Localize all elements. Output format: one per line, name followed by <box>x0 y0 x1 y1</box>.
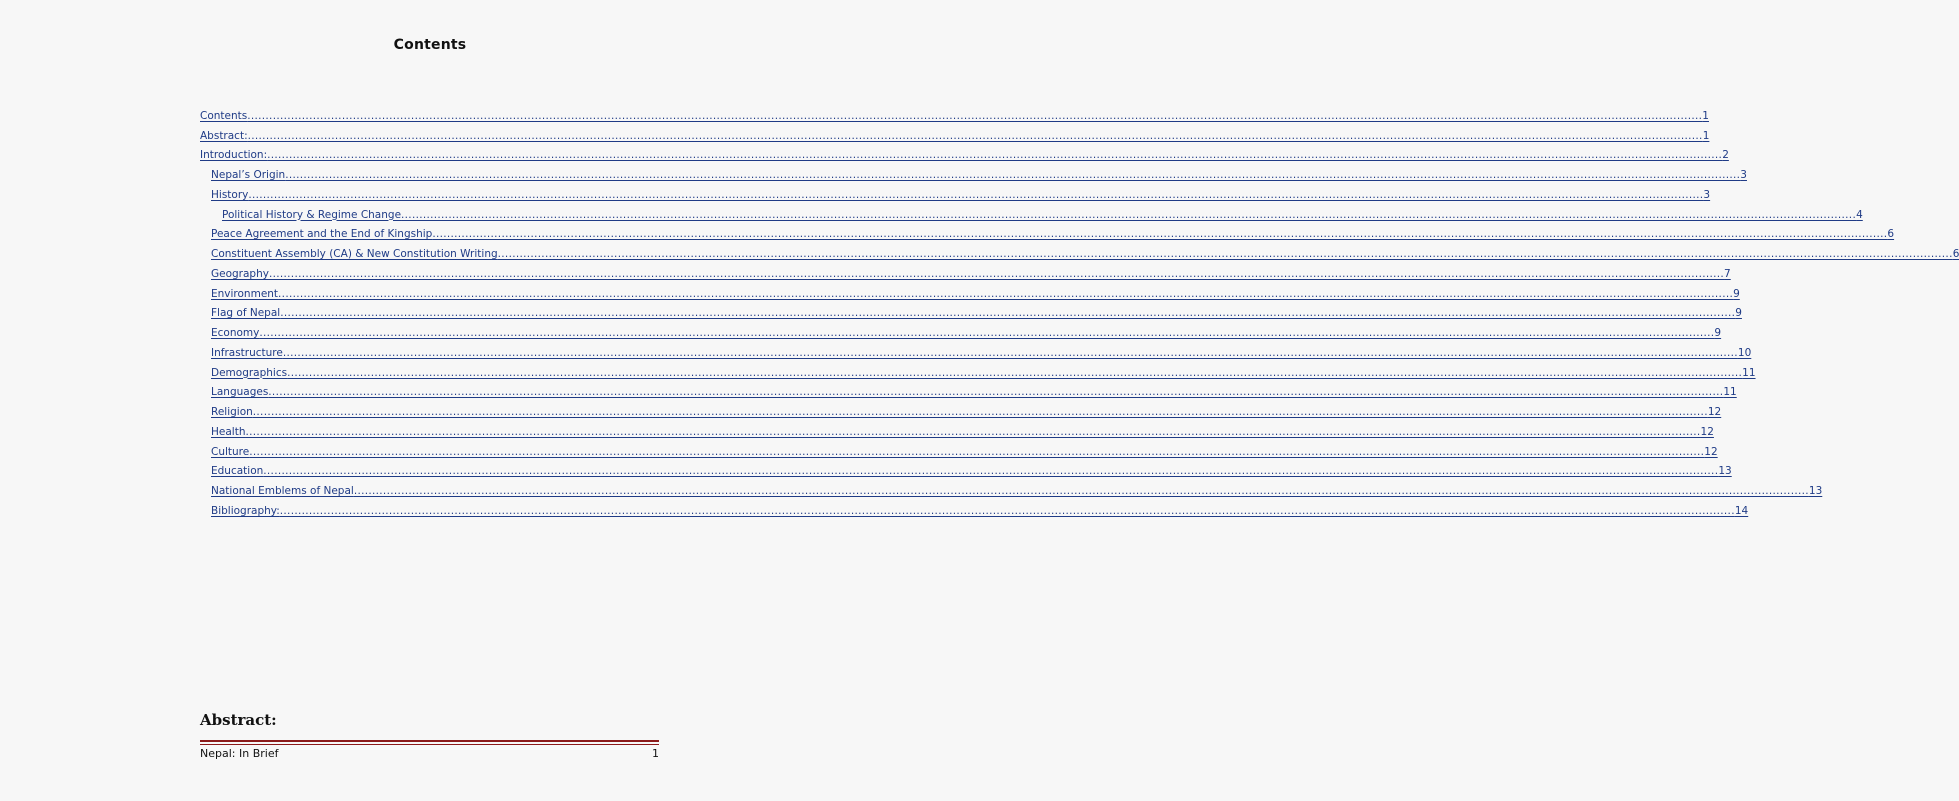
toc-entry[interactable] <box>200 478 1823 498</box>
toc-entry-label[interactable]: Bibliography: <box>211 504 280 517</box>
toc-page-number[interactable]: 6 <box>1887 228 1895 241</box>
toc-dot-leader: ................................................................................................................................................................................................................................................................................................................................................................................................................ <box>268 267 1725 280</box>
toc-dot-leader: ................................................................................................................................................................................................................................................................................................................................................................................................................ <box>287 366 1743 379</box>
toc-entry-label[interactable]: Nepal’s Origin <box>211 169 286 181</box>
toc-dot-leader: ................................................................................................................................................................................................................................................................................................................................................................................................................ <box>497 248 1953 260</box>
toc-entry[interactable] <box>200 241 1959 261</box>
toc-page-number[interactable]: 11 <box>1742 366 1756 379</box>
toc-page-number[interactable]: 1 <box>1702 129 1710 142</box>
toc-entry[interactable] <box>200 281 1740 301</box>
toc-entry-label[interactable]: National Emblems of Nepal <box>211 485 354 497</box>
toc-entry-label[interactable]: Introduction: <box>200 149 268 162</box>
toc-entry-label[interactable]: Economy <box>211 327 260 339</box>
toc-dot-leader: ................................................................................................................................................................................................................................................................................................................................................................................................................ <box>279 504 1735 517</box>
toc-dot-leader: ................................................................................................................................................................................................................................................................................................................................................................................................................ <box>259 327 1715 339</box>
toc-entry-label[interactable]: Infrastructure <box>211 346 283 359</box>
toc-entry[interactable] <box>200 360 1756 380</box>
toc-entry-label[interactable]: Peace Agreement and the End of Kingship <box>211 228 433 241</box>
toc-entry[interactable] <box>200 459 1732 479</box>
toc-dot-leader: ................................................................................................................................................................................................................................................................................................................................................................................................................ <box>245 425 1701 438</box>
toc-entry-label[interactable]: Contents <box>200 109 248 122</box>
toc-page-number[interactable]: 12 <box>1707 406 1722 418</box>
toc-page-number[interactable]: 13 <box>1808 485 1823 497</box>
toc-page-number[interactable]: 10 <box>1737 346 1752 359</box>
toc-page-number[interactable]: 7 <box>1724 267 1731 280</box>
toc-entry[interactable] <box>200 419 1714 439</box>
toc-entry[interactable] <box>200 301 1742 321</box>
toc-dot-leader: ................................................................................................................................................................................................................................................................................................................................................................................................................ <box>401 208 1857 221</box>
toc-page-number[interactable]: 1 <box>1702 109 1709 122</box>
toc-entry-label[interactable]: Religion <box>211 406 253 418</box>
toc-dot-leader: ................................................................................................................................................................................................................................................................................................................................................................................................................ <box>247 129 1703 142</box>
footer-page-number: 1 <box>652 747 659 760</box>
toc-entry[interactable] <box>200 103 1709 123</box>
toc-page-number[interactable]: 3 <box>1703 188 1711 201</box>
table-of-contents <box>200 103 1959 518</box>
footer-rule-thin <box>200 744 659 745</box>
toc-dot-leader: ................................................................................................................................................................................................................................................................................................................................................................................................................ <box>282 346 1738 359</box>
toc-page-number[interactable]: 2 <box>1722 149 1729 162</box>
toc-dot-leader: ................................................................................................................................................................................................................................................................................................................................................................................................................ <box>248 188 1704 201</box>
footer-rule <box>200 740 659 742</box>
toc-entry-label[interactable]: Constituent Assembly (CA) & New Constitution Writing <box>211 248 498 260</box>
toc-page-number[interactable]: 12 <box>1700 425 1714 438</box>
toc-page-number[interactable]: 13 <box>1718 465 1732 478</box>
toc-dot-leader: ................................................................................................................................................................................................................................................................................................................................................................................................................ <box>268 386 1724 399</box>
toc-entry[interactable] <box>200 399 1722 419</box>
toc-entry[interactable] <box>200 123 1710 143</box>
toc-entry[interactable] <box>200 222 1895 242</box>
toc-entry[interactable] <box>200 162 1747 182</box>
toc-page-number[interactable]: 9 <box>1735 307 1742 320</box>
toc-entry[interactable] <box>200 439 1718 459</box>
toc-entry[interactable] <box>200 320 1722 340</box>
abstract-heading: Abstract: <box>200 711 277 729</box>
toc-page-number[interactable]: 9 <box>1733 287 1740 300</box>
toc-entry[interactable] <box>200 261 1731 281</box>
page-title: Contents <box>393 37 467 53</box>
toc-page-number[interactable]: 4 <box>1856 208 1863 221</box>
toc-dot-leader: ................................................................................................................................................................................................................................................................................................................................................................................................................ <box>249 445 1705 458</box>
toc-entry[interactable] <box>200 143 1729 163</box>
toc-dot-leader: ................................................................................................................................................................................................................................................................................................................................................................................................................ <box>252 406 1708 418</box>
toc-dot-leader: ................................................................................................................................................................................................................................................................................................................................................................................................................ <box>267 149 1723 162</box>
toc-entry[interactable] <box>200 380 1737 400</box>
toc-dot-leader: ................................................................................................................................................................................................................................................................................................................................................................................................................ <box>247 109 1703 122</box>
toc-entry-label[interactable]: Environment <box>211 287 279 300</box>
toc-entry[interactable] <box>200 202 1863 222</box>
toc-page-number[interactable]: 6 <box>1952 248 1959 260</box>
toc-entry[interactable] <box>200 498 1749 518</box>
toc-entry-label[interactable]: Culture <box>211 445 250 458</box>
toc-entry-label[interactable]: Political History & Regime Change <box>222 208 402 221</box>
toc-entry-label[interactable]: Languages <box>211 386 269 399</box>
toc-dot-leader: ................................................................................................................................................................................................................................................................................................................................................................................................................ <box>263 465 1719 478</box>
toc-page-number[interactable]: 14 <box>1734 504 1749 517</box>
toc-dot-leader: ................................................................................................................................................................................................................................................................................................................................................................................................................ <box>280 307 1736 320</box>
toc-entry-label[interactable]: Flag of Nepal <box>211 307 281 320</box>
toc-page-number[interactable]: 12 <box>1704 445 1718 458</box>
toc-entry-label[interactable]: Demographics <box>211 366 288 379</box>
toc-entry[interactable] <box>200 182 1711 202</box>
toc-entry-label[interactable]: Education <box>211 465 264 478</box>
toc-dot-leader: ................................................................................................................................................................................................................................................................................................................................................................................................................ <box>432 228 1888 241</box>
toc-page-number[interactable]: 3 <box>1740 169 1747 181</box>
toc-entry-label[interactable]: Geography <box>211 267 269 280</box>
toc-dot-leader: ................................................................................................................................................................................................................................................................................................................................................................................................................ <box>278 287 1734 300</box>
toc-dot-leader: ................................................................................................................................................................................................................................................................................................................................................................................................................ <box>353 485 1809 497</box>
toc-entry-label[interactable]: Abstract: <box>200 129 248 142</box>
toc-entry[interactable] <box>200 340 1752 360</box>
toc-entry-label[interactable]: Health <box>211 425 246 438</box>
footer-title: Nepal: In Brief <box>200 747 279 760</box>
toc-entry-label[interactable]: History <box>211 188 249 201</box>
toc-page-number[interactable]: 9 <box>1714 327 1722 339</box>
toc-dot-leader: ................................................................................................................................................................................................................................................................................................................................................................................................................ <box>285 169 1741 181</box>
toc-page-number[interactable]: 11 <box>1723 386 1737 399</box>
